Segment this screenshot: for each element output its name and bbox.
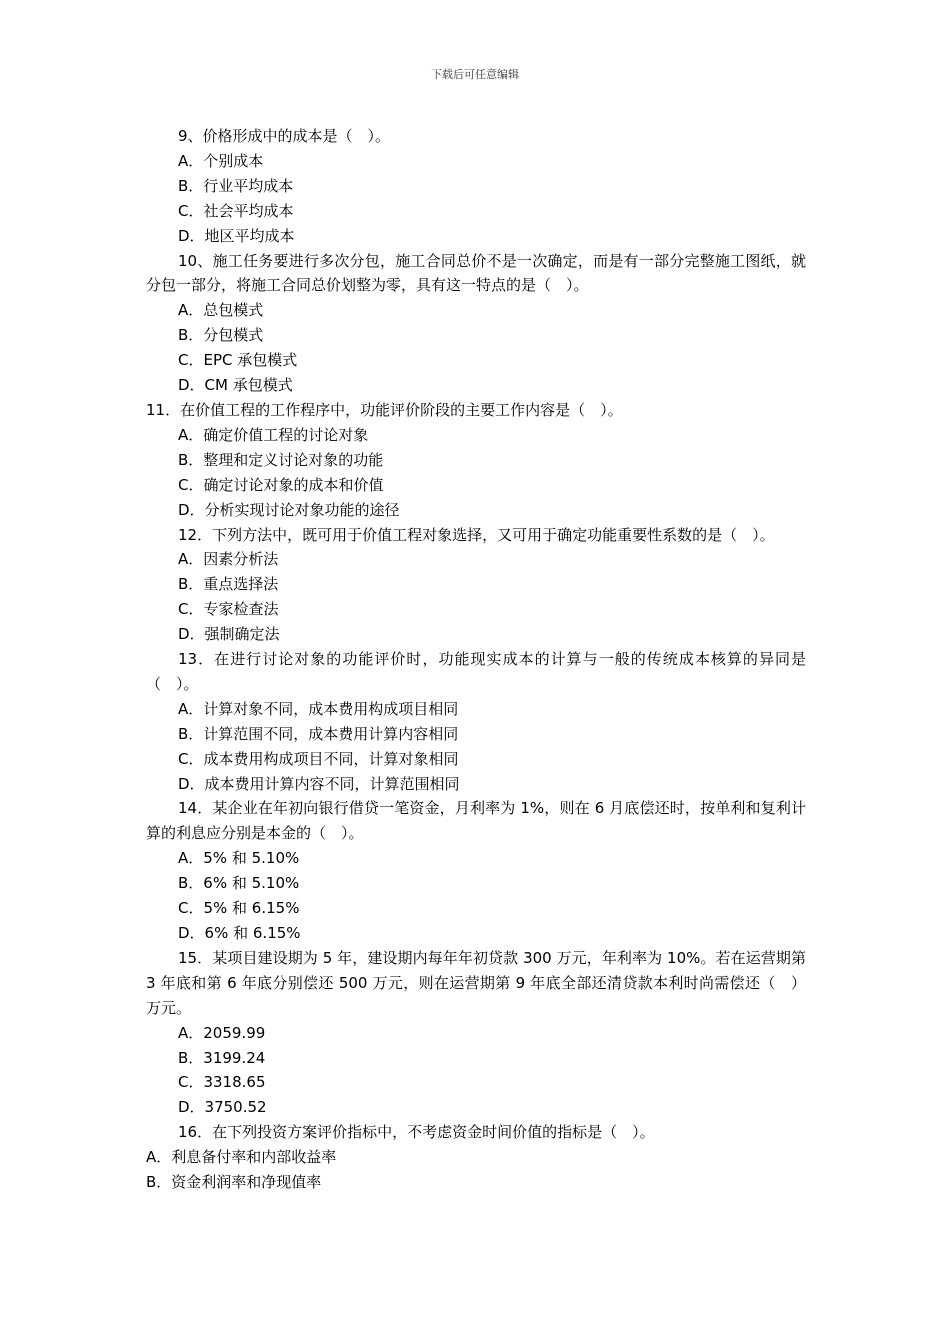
option-b: B．行业平均成本 [178,176,294,195]
option-b: B．计算范围不同，成本费用计算内容相同 [178,724,459,743]
option-a: A．确定价值工程的讨论对象 [178,425,369,444]
question-9 [146,124,806,249]
question-11 [146,398,806,523]
question-stem: 11．在价值工程的工作程序中，功能评价阶段的主要工作内容是（ ）。 [146,400,623,419]
option-c: C．EPC 承包模式 [178,351,298,370]
option-d: D．CM 承包模式 [178,376,293,395]
option-c: C．3318.65 [178,1073,266,1092]
option-b: B．资金利润率和净现值率 [146,1173,322,1192]
option-b: B．整理和定义讨论对象的功能 [178,450,384,469]
option-d: D．分析实现讨论对象功能的途径 [178,500,400,519]
option-b: B．分包模式 [178,326,264,345]
question-stem: 16．在下列投资方案评价指标中，不考虑资金时间价值的指标是（ ）。 [178,1123,655,1142]
question-stem: 13．在进行讨论对象的功能评价时，功能现实成本的计算与一般的传统成本核算的异同是（ ）。 [146,650,806,693]
option-c: C．5% 和 6.15% [178,899,300,918]
option-c: C．社会平均成本 [178,201,294,220]
option-c: C．成本费用构成项目不同，计算对象相同 [178,749,459,768]
option-a: A．因素分析法 [178,550,279,569]
question-stem: 12．下列方法中，既可用于价值工程对象选择，又可用于确定功能重要性系数的是（ ）。 [178,525,775,544]
option-b: B．3199.24 [178,1048,266,1067]
option-d: D．成本费用计算内容不同，计算范围相同 [178,774,460,793]
question-15 [146,946,806,1120]
option-a: A．2059.99 [178,1023,266,1042]
question-14 [146,796,806,945]
option-a: A．利息备付率和内部收益率 [146,1148,337,1167]
question-stem: 14．某企业在年初向银行借贷一笔资金，月利率为 1%，则在 6 月底偿还时，按单利和复利计算的利息应分别是本金的（ ）。 [146,799,806,843]
option-b: B．重点选择法 [178,575,279,594]
document-body [146,124,806,1195]
question-stem: 9、价格形成中的成本是（ ）。 [178,127,391,145]
option-a: A．计算对象不同，成本费用构成项目相同 [178,699,459,718]
option-d: D．3750.52 [178,1098,267,1117]
page-header: 下载后可任意编辑 [431,68,519,81]
option-d: D．强制确定法 [178,625,280,644]
option-c: C．确定讨论对象的成本和价值 [178,475,384,494]
option-a: A．个别成本 [178,151,264,170]
question-stem: 10、施工任务要进行多次分包，施工合同总价不是一次确定，而是有一部分完整施工图纸，就分包一部分，将施工合同总价划整为零，具有这一特点的是（ ）。 [146,251,806,295]
question-16 [146,1120,806,1195]
question-10 [146,249,806,398]
question-12 [146,523,806,648]
option-c: C．专家检查法 [178,600,279,619]
option-d: D．地区平均成本 [178,226,295,245]
option-a: A．5% 和 5.10% [178,849,300,868]
option-a: A．总包模式 [178,301,264,320]
option-d: D．6% 和 6.15% [178,924,301,942]
question-13 [146,647,806,796]
question-stem: 15．某项目建设期为 5 年，建设期内每年年初贷款 300 万元，年利率为 10%。若在运营期第 3 年底和第 6 年底分别偿还 500 万元，则在运营期第 9 年底全部还清贷款本利时尚需偿还（ ）万元。 [146,948,806,1017]
option-b: B．6% 和 5.10% [178,874,300,893]
